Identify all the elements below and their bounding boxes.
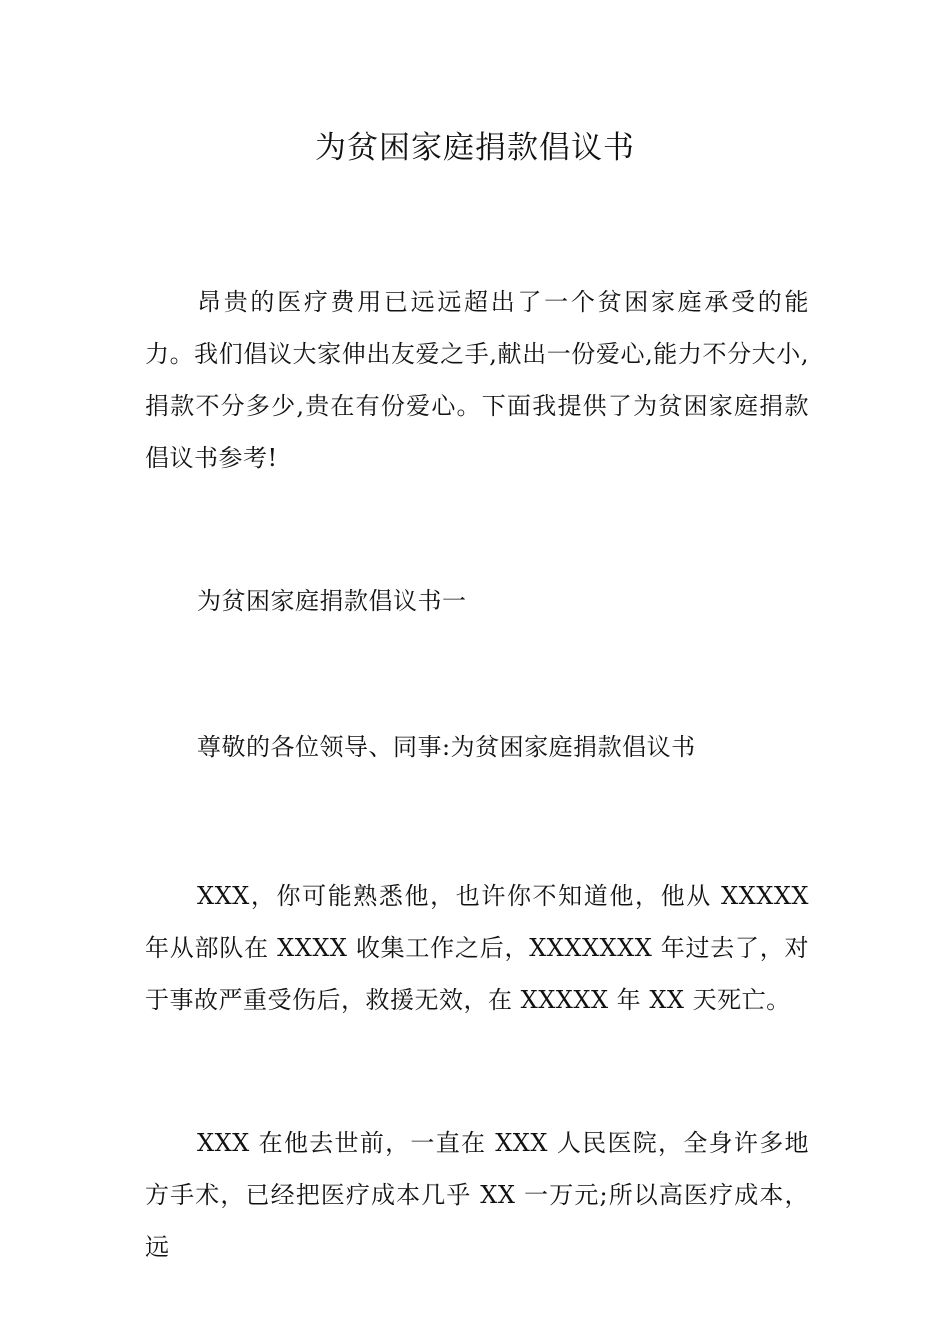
salutation-paragraph: 尊敬的各位领导、同事:为贫困家庭捐款倡议书 [197,733,696,761]
section-heading: 为贫困家庭捐款倡议书一 [197,587,467,615]
body-paragraph: XXX 在他去世前，一直在 XXX 人民医院，全身许多地方手术，已经把医疗成本几乎 XX 一万元;所以高医疗成本，远 [145,1129,809,1261]
body-paragraph: XXX，你可能熟悉他，也许你不知道他，他从 XXXXX 年从部队在 XXXX 收集工作之后，XXXXXXX 年过去了，对于事故严重受伤后，救援无效，在 XXXXX 年 XX 天死亡。 [145,882,809,1014]
intro-paragraph: 昂贵的医疗费用已远远超出了一个贫困家庭承受的能力。我们倡议大家伸出友爱之手,献出一份爱心,能力不分大小,捐款不分多少,贵在有份爱心。下面我提供了为贫困家庭捐款倡议书参考! [145,288,809,472]
document-title: 为贫困家庭捐款倡议书 [315,130,635,166]
